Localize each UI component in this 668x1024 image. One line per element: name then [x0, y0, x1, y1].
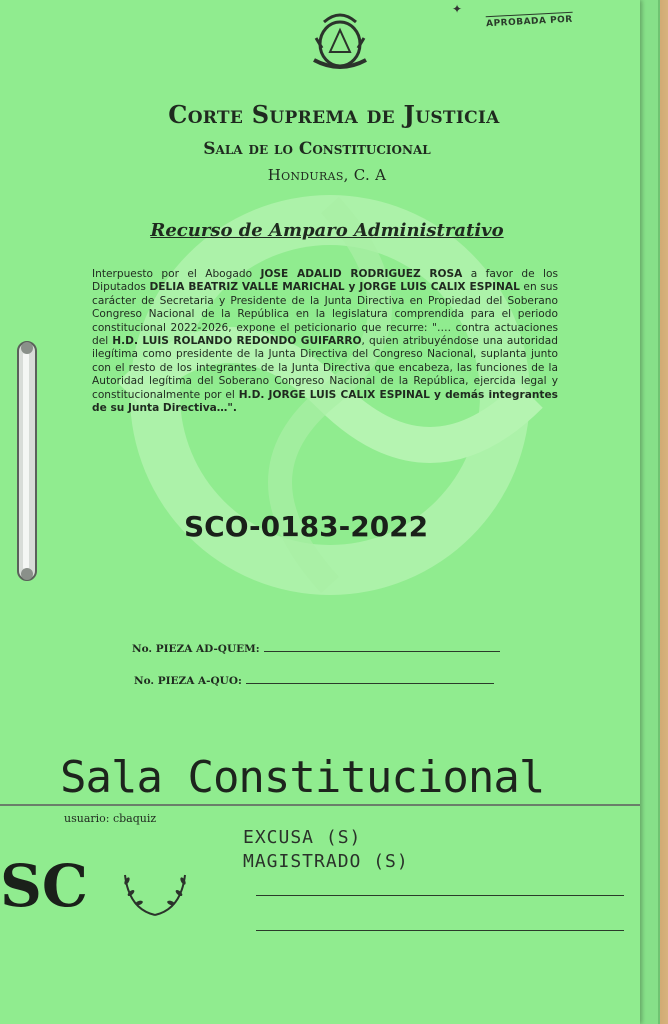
excusa-label: EXCUSA (S)	[243, 827, 362, 848]
pieza-ad-quem-row	[132, 641, 500, 655]
case-description	[92, 268, 558, 415]
divider	[0, 804, 640, 806]
appeal-type-title: Recurso de Amparo Administrativo	[150, 220, 504, 241]
lawyer-name: JOSE ADALID RODRIGUEZ ROSA	[260, 268, 463, 280]
desc-text-3: en sus carácter de Secretaria y Presidente de la Junta Directiva en Propiedad del Soberano Congreso Nacional de la República en la legislatura comprendida para el periodo constitucional 2022-2026, expone el peticionario que recurre: "…. contra actuaciones del	[92, 281, 558, 348]
binder-clip-icon	[10, 338, 46, 584]
honduras-seal-icon	[308, 8, 372, 76]
chamber-title: Sala de lo Constitucional	[203, 139, 431, 159]
desc-final: H.D. JORGE LUIS CALIX ESPINAL y demás integrantes de su Junta Directiva…".	[92, 388, 558, 415]
pieza-a-quo-row	[134, 673, 494, 687]
signature-line-1	[256, 895, 624, 896]
signature-line-2	[256, 930, 624, 931]
court-title: Corte Suprema de Justicia	[168, 100, 500, 129]
laurel-icon	[115, 865, 195, 921]
case-number: SCO-0183-2022	[184, 510, 429, 543]
desc-text-4: , quien atribuyéndose una autoridad ilegítima como presidente de la Junta Directiva del Congreso Nacional, suplanta junto con el resto de los integrantes de la Junta Directiva que encabeza, las funciones de la Autoridad legítima del Soberano Congreso Nacional de la República, ejercida legal y constitucionalmente por el	[92, 335, 558, 401]
pieza-ad-quem-label: No. PIEZA AD-QUEM:	[132, 643, 260, 655]
sc-logo-text: SC	[0, 852, 89, 920]
pieza-a-quo-label: No. PIEZA A-QUO:	[134, 675, 242, 687]
deputies-names: DELIA BEATRIZ VALLE MARICHAL y JORGE LUIS CALIX ESPINAL	[149, 281, 520, 294]
respondent-name: H.D. LUIS ROLANDO REDONDO GUIFARRO	[112, 335, 362, 348]
approved-stamp: APROBADA POR	[486, 12, 573, 30]
pieza-a-quo-line	[246, 673, 494, 684]
user-label: usuario: cbaquiz	[64, 812, 157, 825]
sala-constitucional-heading: Sala Constitucional	[60, 752, 545, 803]
corner-mark-icon: ✦	[452, 2, 463, 16]
pieza-ad-quem-line	[264, 641, 500, 652]
desc-text-2: a favor de los Diputados	[92, 268, 558, 294]
magistrado-label: MAGISTRADO (S)	[243, 851, 409, 872]
desc-text-1: Interpuesto por el Abogado	[92, 268, 261, 280]
country-title: Honduras, C. A	[267, 166, 387, 184]
excusa-stamp	[243, 826, 409, 874]
